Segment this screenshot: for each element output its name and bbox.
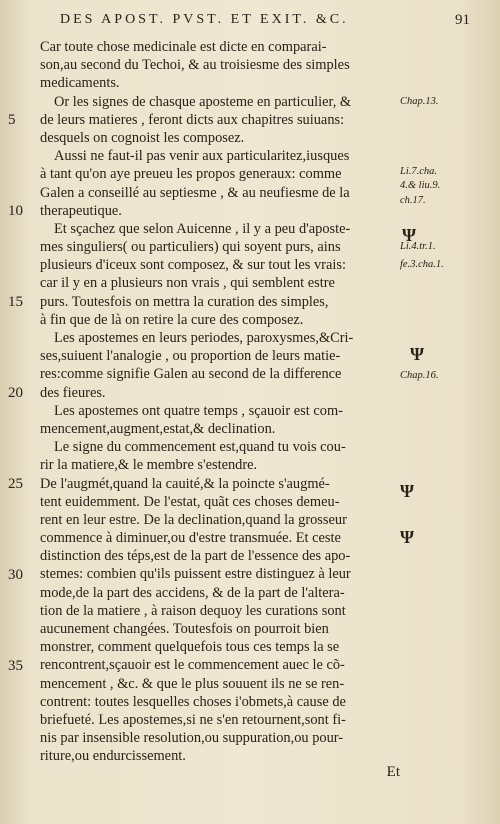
text-line: contrent: toutes lesquelles choses i'obmets,à cause de bbox=[40, 693, 346, 710]
text-line: plusieurs d'iceux sont composez, & sur tout les vrais: bbox=[40, 257, 346, 274]
manicule-symbol: Ψ bbox=[402, 225, 417, 245]
text-line: à fin que de là on retire la cure des composez. bbox=[40, 311, 304, 328]
text-line: monstrer, comment quelquefois tous ces temps la se bbox=[40, 639, 340, 656]
manicule-symbol: Ψ bbox=[400, 481, 415, 501]
marginal-note: Li.4.tr.1. bbox=[400, 241, 436, 252]
text-line: tent euidemment. De l'estat, quãt ces choses demeu- bbox=[40, 493, 340, 510]
body-text bbox=[40, 38, 400, 766]
line-number: 15 bbox=[8, 294, 23, 310]
text-line: res:comme signifie Galen au second de la difference bbox=[40, 366, 342, 383]
text-line: à tant qu'on aye preueu les propos generaux: comme bbox=[40, 166, 342, 183]
line-number: 25 bbox=[8, 476, 23, 492]
text-line: Et sçachez que selon Auicenne , il y a peu d'aposte- bbox=[54, 220, 351, 237]
text-line: mencement,augment,estat,& declination. bbox=[40, 420, 276, 437]
text-line: Car toute chose medicinale est dicte en comparai- bbox=[40, 39, 327, 55]
text-line: mes singuliers( ou particuliers) qui soyent purs, ains bbox=[40, 239, 341, 256]
text-line: rir la matiere,& le membre s'estendre. bbox=[40, 457, 258, 474]
text-line: medicaments. bbox=[40, 75, 120, 92]
text-line: ses,suiuent l'analogie , ou proportion de leurs matie- bbox=[40, 348, 341, 365]
text-line: De l'augmét,quand la cauité,& la poincte s'augmé- bbox=[40, 475, 330, 492]
text-line: riture,ou endurcissement. bbox=[40, 748, 186, 765]
text-line: son,au second du Techoi, & au troisiesme des simples bbox=[40, 57, 350, 74]
marginal-note: ch.17. bbox=[400, 195, 426, 206]
running-head: DES APOST. PVST. ET EXIT. &C. bbox=[60, 12, 349, 27]
text-line: briefueté. Les apostemes,si ne s'en retournent,sont fi- bbox=[40, 711, 346, 728]
marginal-note: Chap.13. bbox=[400, 96, 439, 107]
marginal-note: Chap.16. bbox=[400, 370, 439, 381]
text-line: de leurs matieres , feront dicts aux chapitres suiuans: bbox=[40, 111, 345, 128]
text-line: rent en leur estre. De la declination,quand la grosseur bbox=[40, 511, 347, 528]
line-number: 35 bbox=[8, 658, 23, 674]
text-line: car il y en a plusieurs non vrais , qui semblent estre bbox=[40, 275, 335, 292]
line-number: 20 bbox=[8, 385, 23, 401]
text-line: Or les signes de chasque aposteme en particulier, & bbox=[54, 93, 352, 110]
text-line: stemes: combien qu'ils puissent estre distinguez à leur bbox=[40, 566, 351, 583]
marginal-note: 4.& liu.9. bbox=[400, 180, 441, 191]
text-line: desquels on cognoist les composez. bbox=[40, 129, 245, 146]
text-line: Galen a conseillé au septiesme , & au neufiesme de la bbox=[40, 184, 350, 201]
text-line: tion de la matiere , à raison dequoy les curations sont bbox=[40, 602, 346, 619]
text-line: des fieures. bbox=[40, 384, 106, 401]
text-line: rencontrent,sçauoir est le commencement auec le cõ- bbox=[40, 657, 345, 674]
text-line: aucunement changées. Toutesfois on pourroit bien bbox=[40, 621, 329, 637]
text-line: mode,de la part des accidens, & de la part de l'altera- bbox=[40, 584, 345, 601]
text-line: mencement , &c. & que le plus souuent ils ne se ren- bbox=[40, 675, 345, 692]
page-number: 91 bbox=[455, 12, 470, 28]
text-line: Le signe du commencement est,quand tu vois cou- bbox=[54, 439, 346, 456]
text-line: Aussi ne faut-il pas venir aux particularitez,iusques bbox=[54, 148, 350, 165]
page-header bbox=[40, 10, 480, 34]
manicule-symbol: Ψ bbox=[410, 344, 425, 364]
marginal-note: fe.3.cha.1. bbox=[400, 259, 444, 270]
manicule-symbol: Ψ bbox=[400, 527, 415, 547]
text-line: commence à diminuer,ou d'estre transmuée. Et ceste bbox=[40, 530, 341, 547]
text-line: Les apostemes ont quatre temps , sçauoir est com- bbox=[54, 402, 343, 419]
text-line: Les apostemes en leurs periodes, paroxysmes,&Cri- bbox=[54, 330, 354, 346]
line-number: 10 bbox=[8, 203, 23, 219]
text-line: distinction des téps,est de la part de l'essence des apo- bbox=[40, 548, 351, 565]
catchword: Et bbox=[386, 764, 400, 780]
line-number: 30 bbox=[8, 567, 23, 583]
text-line: nis par insensible resolution,ou suppuration,ou pour- bbox=[40, 730, 344, 747]
text-line: purs. Toutesfois on mettra la curation des simples, bbox=[40, 293, 329, 310]
text-line: therapeutique. bbox=[40, 202, 122, 219]
line-number: 5 bbox=[8, 112, 16, 128]
marginal-note: Li.7.cha. bbox=[400, 166, 438, 177]
